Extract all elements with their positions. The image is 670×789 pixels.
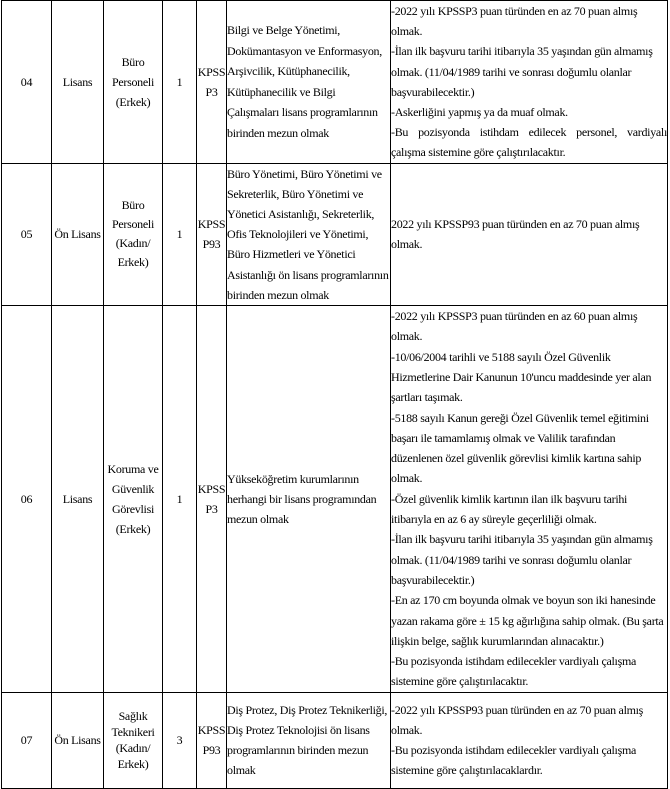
- qualification-item: -10/06/2004 tarihli ve 5188 sayılı Özel Güvenlik Hizmetlerine Dair Kanunun 10'uncu maddesinde yer alan şartları taşımak.: [391, 349, 652, 405]
- qualification-item: -2022 yılı KPSSP3 puan türünden en az 70 puan almış olmak.: [391, 4, 638, 39]
- position-code: 06: [2, 306, 52, 693]
- required-programs: Diş Protez, Diş Protez Teknikerliği, Diş Protez Teknolojisi ön lisans programlarının birinden mezun olmak: [227, 692, 391, 788]
- qualifications: [391, 163, 668, 305]
- score-type: KPSS P3: [197, 1, 227, 164]
- position-code: 05: [2, 163, 52, 305]
- education-level: Ön Lisans: [52, 163, 104, 305]
- required-programs: Büro Yönetimi, Büro Yönetimi ve Sekreterlik, Büro Yönetimi ve Yönetici Asistanlığı, Sekreterlik, Ofis Teknolojileri ve Yönetimi, Büro Hizmetleri ve Yönetici Asistanlığı ön lisans programlarının birinden mezun olmak: [227, 163, 391, 305]
- education-level: Lisans: [52, 306, 104, 693]
- required-programs: Yükseköğretim kurumlarının herhangi bir lisans programından mezun olmak: [227, 306, 391, 693]
- qualification-item: -İlan ilk başvuru tarihi itibarıyla 35 yaşından gün almamış olmak. (11/04/1989 tarihi ve sonrası doğumlu olanlar başvurabilecektir.): [391, 44, 653, 99]
- position-title: Koruma ve Güvenlik Görevlisi (Erkek): [104, 306, 163, 693]
- qualifications: [391, 692, 668, 788]
- positions-table: [1, 0, 668, 789]
- position-code: 04: [2, 1, 52, 164]
- position-count: 3: [163, 692, 197, 788]
- table-row: [2, 163, 668, 305]
- position-code: 07: [2, 692, 52, 788]
- qualification-item: 2022 yılı KPSSP93 puan türünden en az 70 puan almış olmak.: [391, 217, 640, 252]
- qualification-item: -2022 yılı KPSSP3 puan türünden en az 60 puan almış olmak.: [391, 309, 638, 344]
- score-type: KPSS P3: [197, 306, 227, 693]
- position-title: Sağlık Teknikeri (Kadın/ Erkek): [104, 692, 163, 788]
- qualifications: [391, 306, 668, 693]
- qualification-item: -İlan ilk başvuru tarihi itibarıyla 35 yaşından gün almamış olmak. (11/04/1989 tarihi ve sonrası doğumlu olanlar başvurabilecektir.): [391, 532, 653, 587]
- score-type: KPSS P93: [197, 163, 227, 305]
- qualification-item: -En az 170 cm boyunda olmak ve boyun son iki hanesinde yazan rakama göre ± 15 kg ağırlığına sahip olmak. (Bu şarta ilişkin belge, sağlık kurumlarından alınacaktır.): [391, 593, 664, 648]
- education-level: Ön Lisans: [52, 692, 104, 788]
- table-row: [2, 306, 668, 693]
- required-programs: Bilgi ve Belge Yönetimi, Dokümantasyon ve Enformasyon, Arşivcilik, Kütüphanecilik, Kütüphanecilik ve Bilgi Çalışmaları lisans programlarının birinden mezun olmak: [227, 1, 391, 164]
- qualification-item: -Bu pozisyonda istihdam edilecekler vardiyalı çalışma sistemine göre çalıştırılacaktır.: [391, 654, 637, 689]
- position-count: 1: [163, 306, 197, 693]
- qualification-item: -5188 sayılı Kanun gereği Özel Güvenlik temel eğitimini başarı ile tamamlamış olmak ve Valilik tarafından düzenlenen özel güvenlik görevlisi kimlik kartına sahip olmak.: [391, 410, 649, 486]
- qualification-item: -2022 yılı KPSSP93 puan türünden en az 70 puan almış olmak.: [391, 702, 644, 737]
- qualification-item: -Özel güvenlik kimlik kartının ilan ilk başvuru tarihi itibarıyla en az 6 ay süreyle geçerliliği olmak.: [391, 491, 628, 527]
- position-count: 1: [163, 163, 197, 305]
- education-level: Lisans: [52, 1, 104, 164]
- table-row: [2, 692, 668, 788]
- position-count: 1: [163, 1, 197, 164]
- score-type: KPSS P93: [197, 692, 227, 788]
- qualification-item: -Bu pozisyonda istihdam edilecek personel, vardiyalı çalışma sistemine göre çalıştırılacaktır.: [391, 125, 667, 160]
- qualification-item: -Askerliğini yapmış ya da muaf olmak.: [391, 105, 568, 120]
- qualifications: [391, 1, 668, 164]
- position-title: Büro Personeli (Erkek): [104, 1, 163, 164]
- position-title: Büro Personeli (Kadın/ Erkek): [104, 163, 163, 305]
- job-requirements-document: [1, 0, 667, 789]
- qualification-item: -Bu pozisyonda istihdam edilecekler vardiyalı çalışma sistemine göre çalıştırılacaklardır.: [391, 743, 637, 778]
- table-row: [2, 1, 668, 164]
